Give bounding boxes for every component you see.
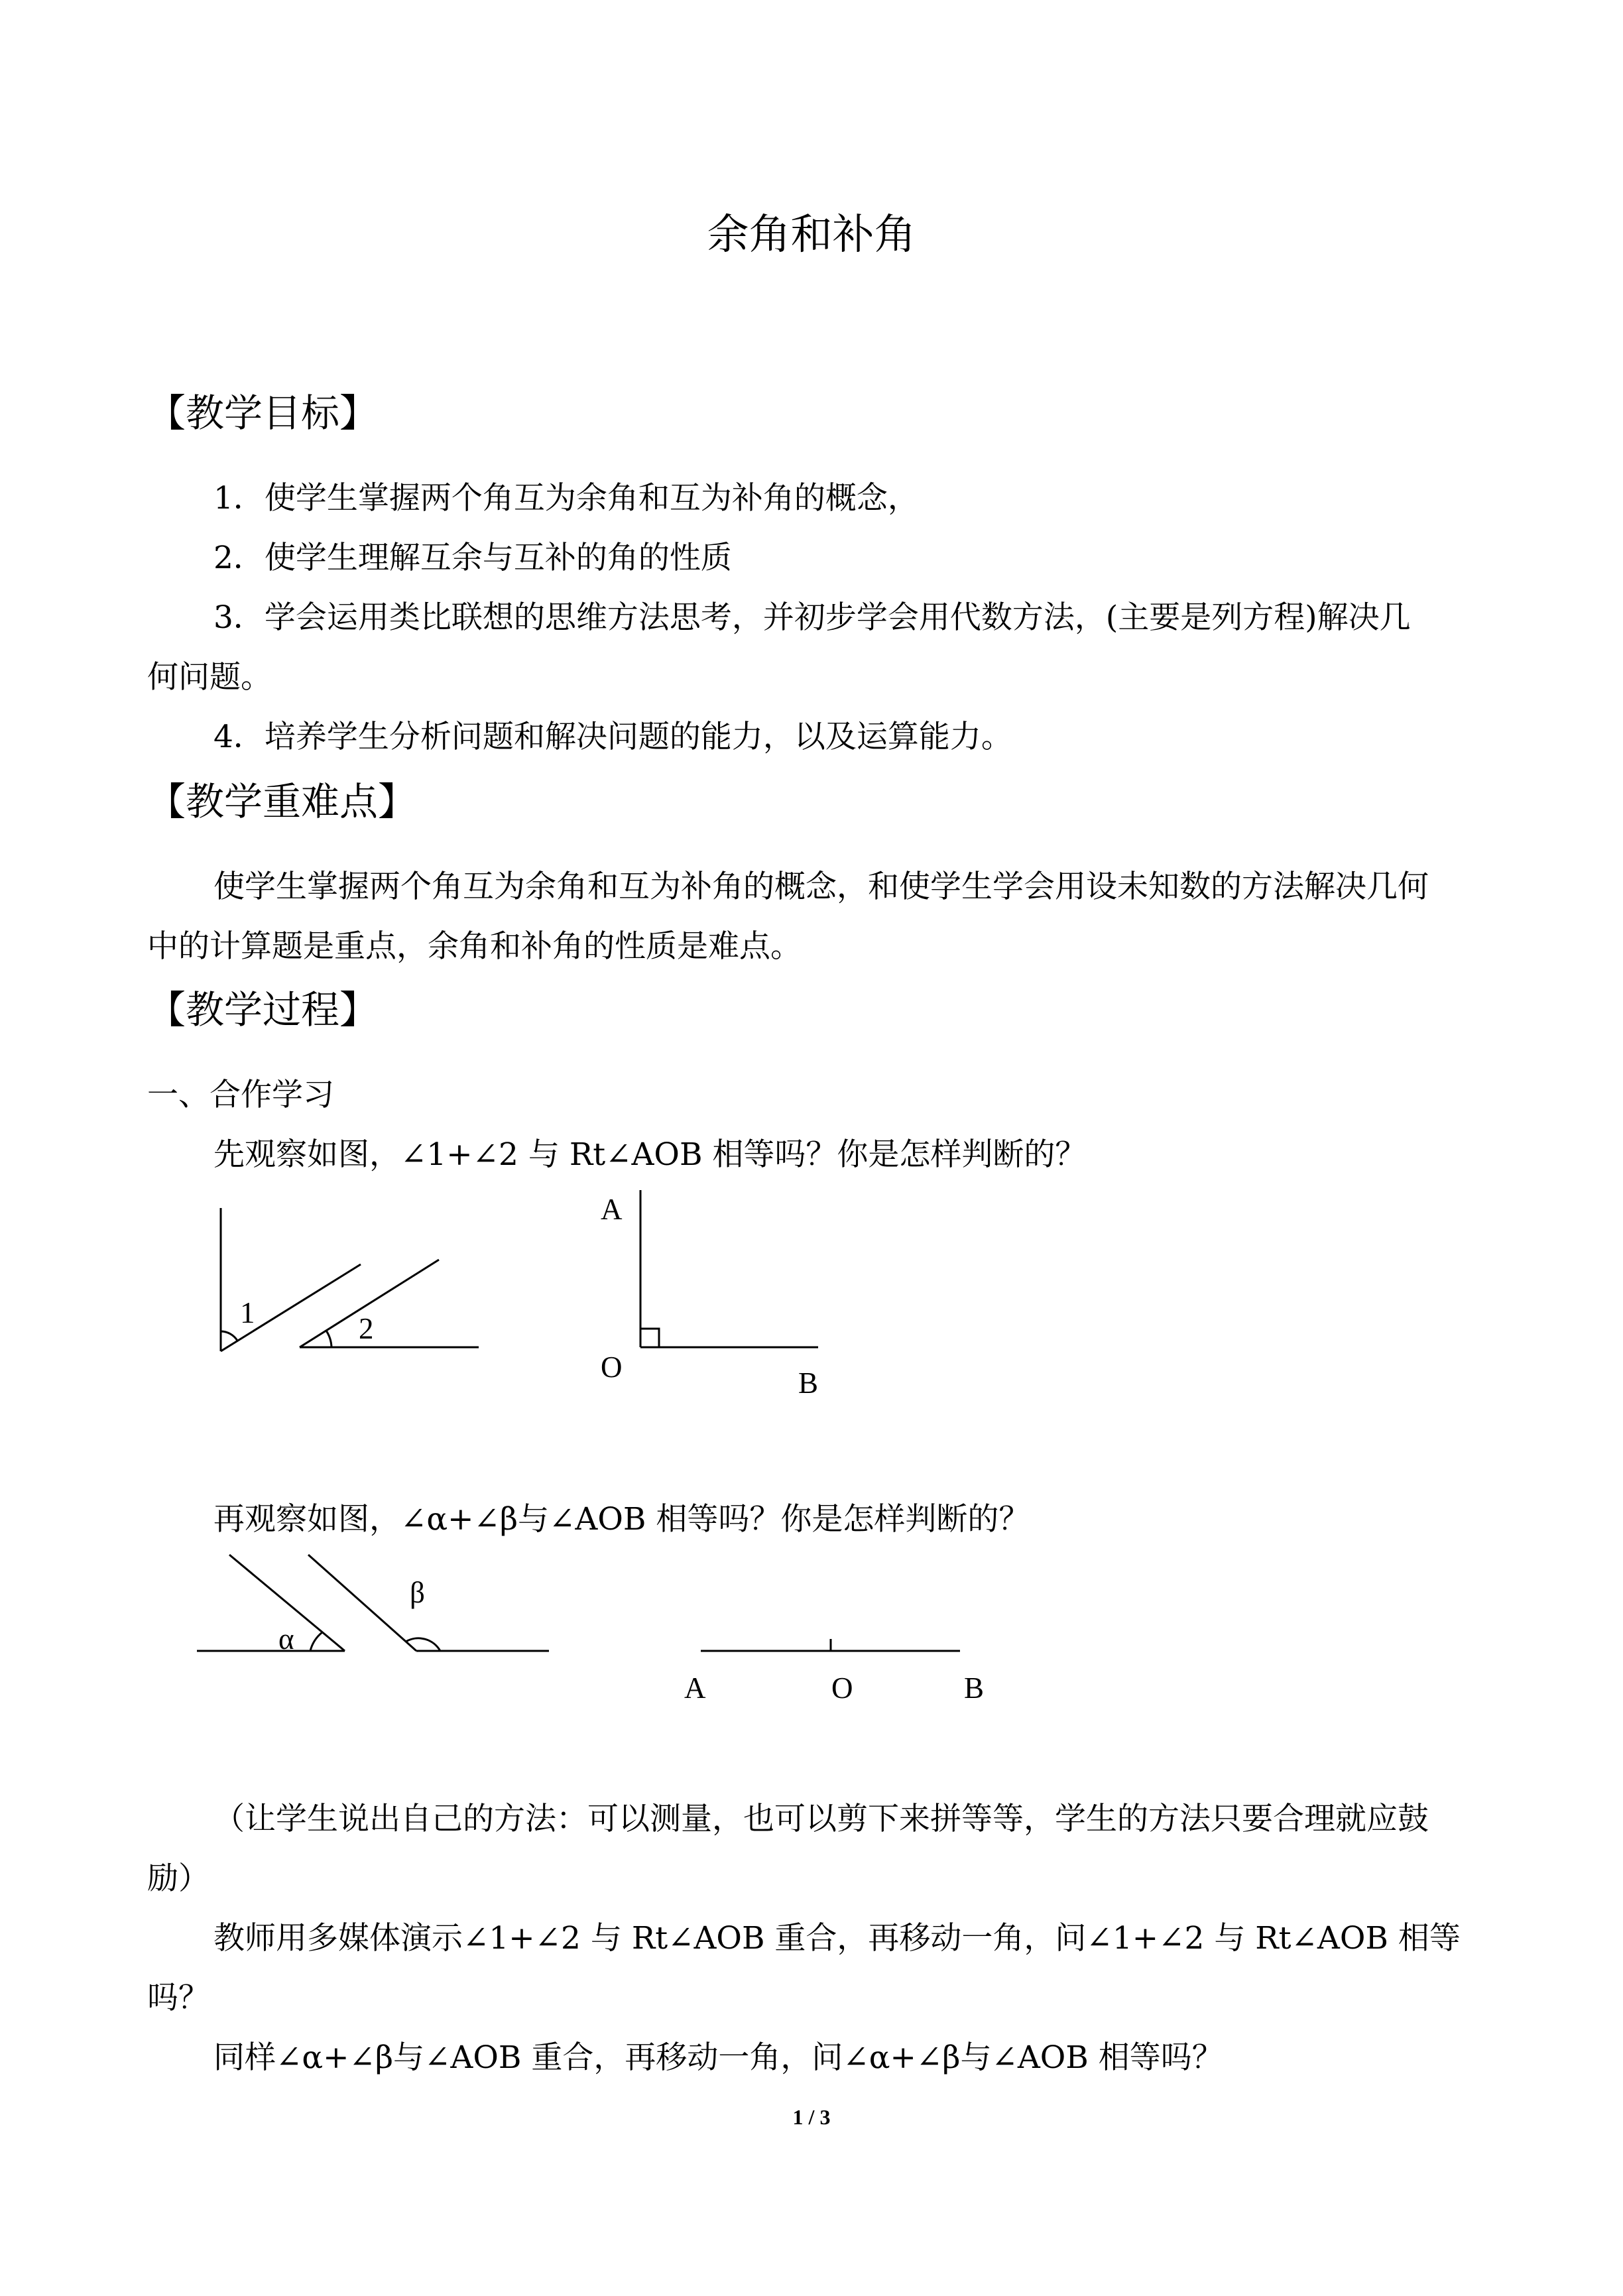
figure-1-point-o: O bbox=[601, 1351, 623, 1384]
question-2: 再观察如图，∠α+∠β与∠AOB 相等吗？你是怎样判断的？ bbox=[213, 1501, 1030, 1538]
heading-key-points: 【教学重难点】 bbox=[147, 779, 417, 824]
objective-item-2: 2．使学生理解互余与互补的角的性质 bbox=[213, 540, 732, 576]
angle-beta-arc bbox=[406, 1638, 440, 1651]
note-line-2: 励） bbox=[147, 1860, 210, 1897]
objective-item-4: 4．培养学生分析问题和解决问题的能力，以及运算能力。 bbox=[213, 719, 1012, 755]
objective-item-3-cont: 何问题。 bbox=[147, 659, 272, 695]
figure-2-point-o: O bbox=[831, 1671, 853, 1705]
heading-process: 【教学过程】 bbox=[147, 987, 379, 1032]
angle-1-label: 1 bbox=[240, 1296, 255, 1329]
key-points-line-1: 使学生掌握两个角互为余角和互为补角的概念，和使学生学会用设未知数的方法解决几何 bbox=[213, 869, 1429, 905]
key-points-line-2: 中的计算题是重点，余角和补角的性质是难点。 bbox=[147, 928, 802, 965]
angle-beta-label: β bbox=[410, 1576, 425, 1609]
same-line: 同样∠α+∠β与∠AOB 重合，再移动一角，问∠α+∠β与∠AOB 相等吗？ bbox=[213, 2039, 1223, 2076]
objective-item-1: 1．使学生掌握两个角互为余角和互为补角的概念， bbox=[213, 480, 919, 516]
page-title: 余角和补角 bbox=[707, 210, 916, 259]
angle-2-label: 2 bbox=[359, 1312, 374, 1345]
figure-1-point-a: A bbox=[601, 1193, 623, 1226]
subheading-cooperative-learning: 一、合作学习 bbox=[147, 1077, 334, 1113]
figure-2-point-b: B bbox=[964, 1671, 985, 1705]
teacher-line-2: 吗？ bbox=[147, 1980, 210, 2016]
heading-objectives: 【教学目标】 bbox=[147, 391, 379, 436]
figure-1-point-b: B bbox=[798, 1366, 819, 1400]
angle-beta-slant-ray bbox=[308, 1555, 416, 1651]
angle-alpha-arc bbox=[310, 1632, 322, 1651]
objective-item-3: 3．学会运用类比联想的思维方法思考，并初步学会用代数方法，(主要是列方程)解决几 bbox=[213, 599, 1411, 636]
figure-2-point-a: A bbox=[684, 1671, 706, 1705]
teacher-line-1: 教师用多媒体演示∠1+∠2 与 Rt∠AOB 重合，再移动一角，问∠1+∠2 与 Rt∠AOB 相等 bbox=[213, 1920, 1461, 1957]
note-line-1: （让学生说出自己的方法：可以测量，也可以剪下来拼等等，学生的方法只要合理就应鼓 bbox=[213, 1801, 1429, 1837]
angle-alpha-label: α bbox=[278, 1622, 294, 1656]
question-1: 先观察如图，∠1+∠2 与 Rt∠AOB 相等吗？你是怎样判断的？ bbox=[213, 1136, 1087, 1173]
page-number: 1 / 3 bbox=[792, 2105, 831, 2129]
